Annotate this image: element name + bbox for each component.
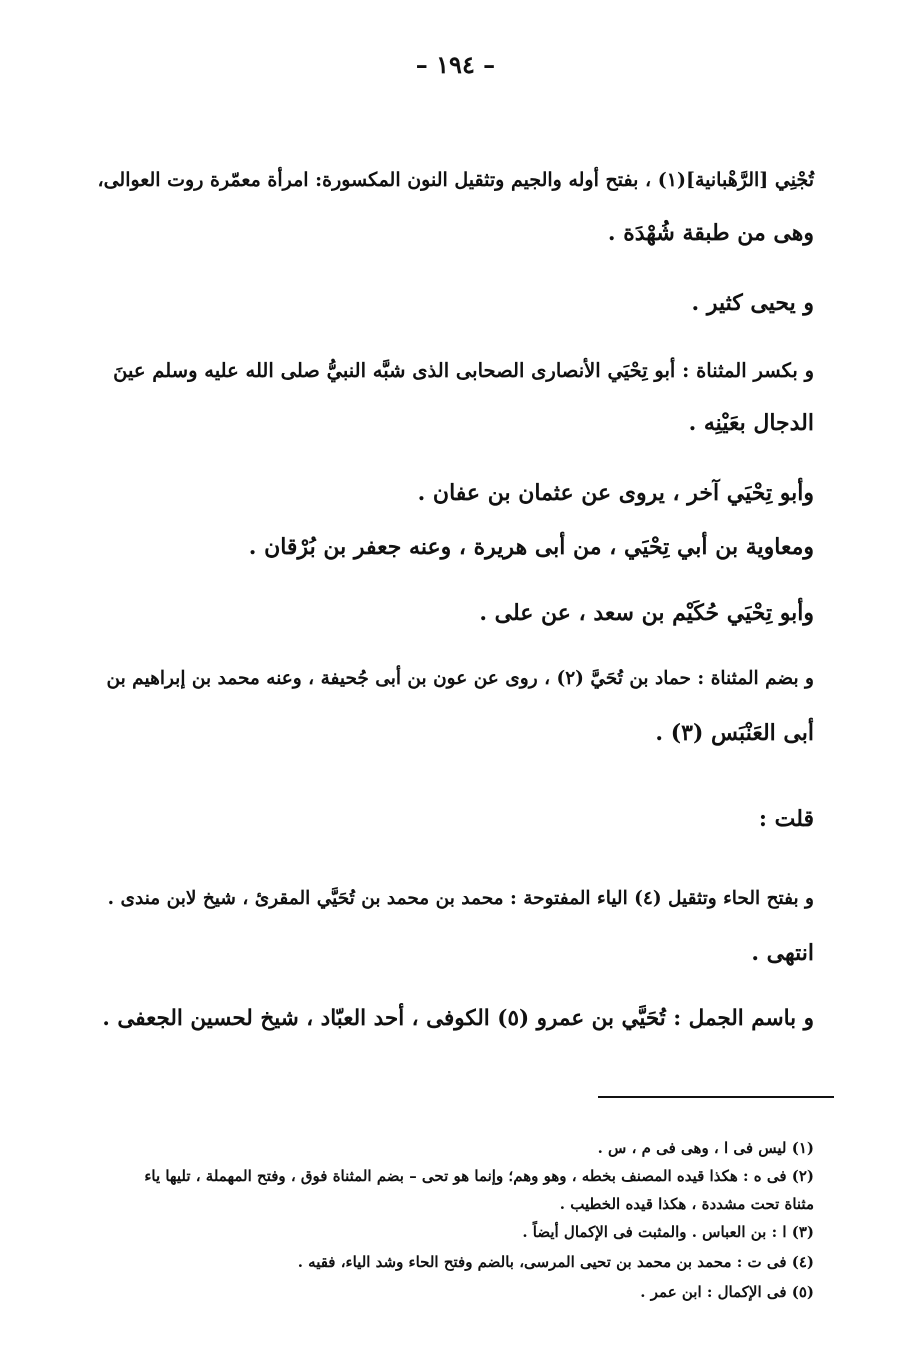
footnote: (٢) فى ه : هكذا قيده المصنف بخطه ، وهو وهم؛ وإنما هو تحى – بضم المثناة فوق ، وفتح المهملة ، تليها ياء: [144, 1167, 814, 1185]
body-line: وهى من طبقة شُهْدَة .: [607, 220, 814, 246]
body-line: ومعاوية بن أبي تِحْيَي ، من أبى هريرة ، وعنه جعفر بن بُرْقان .: [248, 534, 814, 560]
body-line: و باسم الجمل : تُحَيَّي بن عمرو (٥) الكوفى ، أحد العبّاد ، شيخ لحسين الجعفى .: [102, 1006, 814, 1031]
footnote: (٥) فى الإكمال : ابن عمر .: [640, 1283, 814, 1301]
body-line: أبى العَنْبَس (٣) .: [655, 720, 814, 746]
body-line: تُجْنِي [الرَّهْبانية](١) ، بفتح أوله والجيم وتثقيل النون المكسورة: امرأة معمّرة روت العوالى،: [97, 169, 814, 191]
body-line: الدجال بعَيْنِه .: [688, 410, 814, 436]
body-line: قلت :: [758, 806, 814, 832]
footnote: مثناة تحت مشددة ، هكذا قيده الخطيب .: [559, 1195, 814, 1213]
body-line: وأبو تِحْيَي آخر ، يروى عن عثمان بن عفان .: [417, 480, 814, 506]
footnote-divider: [598, 1096, 834, 1098]
body-line: انتهى .: [751, 940, 814, 966]
body-line: و بضم المثناة : حماد بن تُحَيَّ (٢) ، روى عن عون بن أبى جُحيفة ، وعنه محمد بن إبراهيم بن: [106, 668, 814, 689]
body-line: و بكسر المثناة : أبو تِحْيَي الأنصارى الصحابى الذى شبَّه النبيُّ صلى الله عليه وسلم عينَ: [113, 359, 814, 382]
footnote: (١) ليس فى ا ، وهى فى م ، س .: [597, 1139, 814, 1157]
body-line: و يحيى كثير .: [691, 290, 814, 316]
footnote: (٤) فى ت : محمد بن محمد بن تحيى المرسى، بالضم وفتح الحاء وشد الياء، فقيه .: [297, 1253, 814, 1271]
page-number: – ١٩٤ –: [415, 50, 496, 79]
footnote: (٣) ا : بن العباس . والمثبت فى الإكمال أيضاً .: [522, 1223, 814, 1241]
body-line: وأبو تِحْيَي حُكَيْم بن سعد ، عن على .: [479, 600, 814, 626]
body-line: و بفتح الحاء وتثقيل (٤) الياء المفتوحة : محمد بن محمد بن تُحَيَّي المقرئ ، شيخ لابن مندى .: [107, 888, 814, 909]
